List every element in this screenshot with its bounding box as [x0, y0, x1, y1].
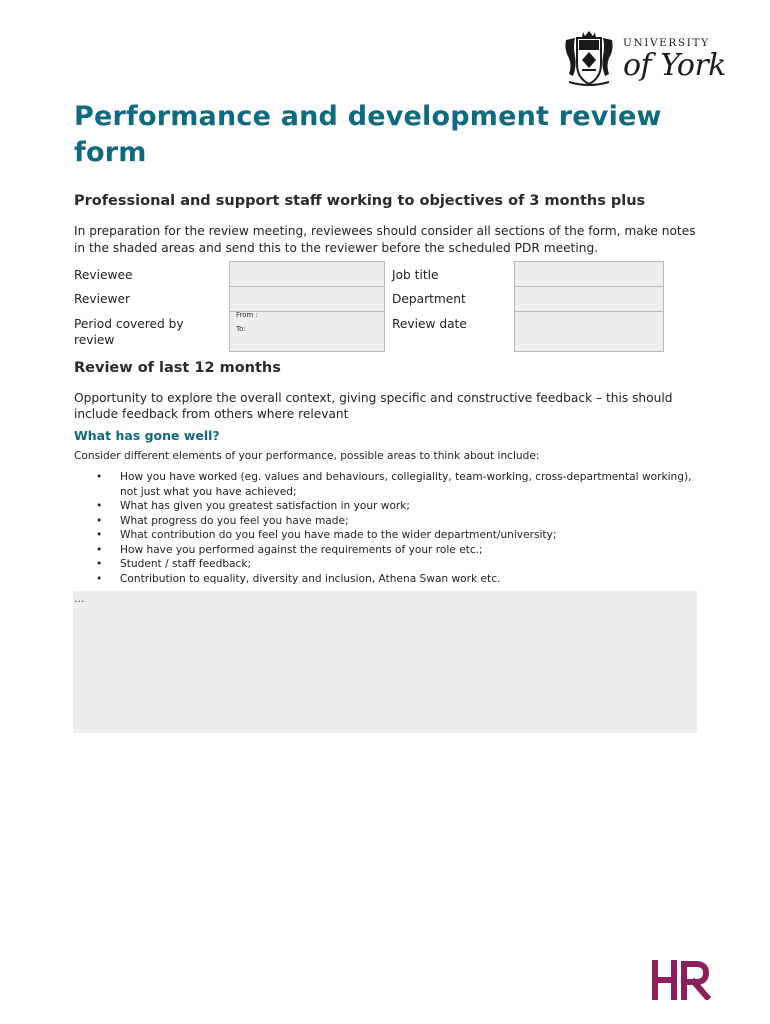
list-item-text: How you have worked (eg. values and behaviours, collegiality, team-working, cross-departmental working), not just what you have achieved; — [120, 471, 692, 498]
review-date-label: Review date — [392, 317, 467, 331]
what-has-gone-well-notes-area[interactable] — [73, 591, 697, 733]
reviewer-label: Reviewer — [74, 292, 130, 306]
bullet-icon: • — [96, 543, 103, 556]
page-title: Performance and development review form — [74, 101, 662, 168]
period-from-label: From : — [236, 311, 258, 319]
list-item — [92, 543, 702, 558]
list-item — [92, 470, 702, 499]
review-date-field[interactable] — [514, 311, 664, 352]
reviewee-label: Reviewee — [74, 268, 133, 282]
list-item — [92, 557, 702, 572]
logo-of-york-text: of York — [623, 48, 726, 83]
period-label: Period covered by review — [74, 317, 184, 347]
bullet-icon: • — [96, 514, 103, 527]
list-item — [92, 528, 702, 543]
consider-list — [92, 470, 702, 586]
list-item — [92, 499, 702, 514]
reviewer-field[interactable] — [229, 286, 385, 312]
bullet-icon: • — [96, 471, 103, 483]
bullet-icon: • — [96, 572, 103, 585]
bullet-icon: • — [96, 558, 103, 570]
list-item-text: What has given you greatest satisfaction in your work; — [120, 500, 410, 512]
list-item-text: What progress do you feel you have made; — [120, 514, 349, 527]
list-item-text: What contribution do you feel you have made to the wider department/university; — [120, 529, 557, 541]
consider-text: Consider different elements of your performance, possible areas to think about include: — [74, 450, 540, 462]
list-item-text: Contribution to equality, diversity and inclusion, Athena Swan work etc. — [120, 572, 501, 585]
job-title-label: Job title — [392, 268, 439, 282]
bullet-icon: • — [96, 529, 103, 541]
list-item — [92, 514, 702, 529]
job-title-field[interactable] — [514, 261, 664, 287]
crest-icon — [563, 30, 615, 88]
notes-placeholder: ... — [74, 592, 85, 605]
bullet-icon: • — [96, 500, 103, 512]
review-section-heading: Review of last 12 months — [74, 360, 281, 376]
intro-text: In preparation for the review meeting, reviewees should consider all sections of the form, make notes in the shaded areas and send this to the reviewer before the scheduled PDR meeting. — [74, 224, 696, 255]
department-label: Department — [392, 292, 466, 306]
department-field[interactable] — [514, 286, 664, 312]
period-to-label: To: — [236, 325, 246, 333]
list-item-text: Student / staff feedback; — [120, 558, 252, 570]
list-item — [92, 572, 702, 587]
what-has-gone-well-heading: What has gone well? — [74, 428, 220, 443]
reviewee-field[interactable] — [229, 261, 385, 287]
list-item-text: How have you performed against the requirements of your role etc.; — [120, 543, 483, 556]
logo-university-text: UNIVERSITY — [623, 37, 710, 49]
hr-logo-icon — [650, 960, 712, 1000]
form-subtitle: Professional and support staff working to objectives of 3 months plus — [74, 193, 646, 209]
university-of-york-logo — [563, 30, 726, 90]
review-section-description: Opportunity to explore the overall context, giving specific and constructive feedback – this should include feedback from others where relevant — [74, 391, 673, 421]
